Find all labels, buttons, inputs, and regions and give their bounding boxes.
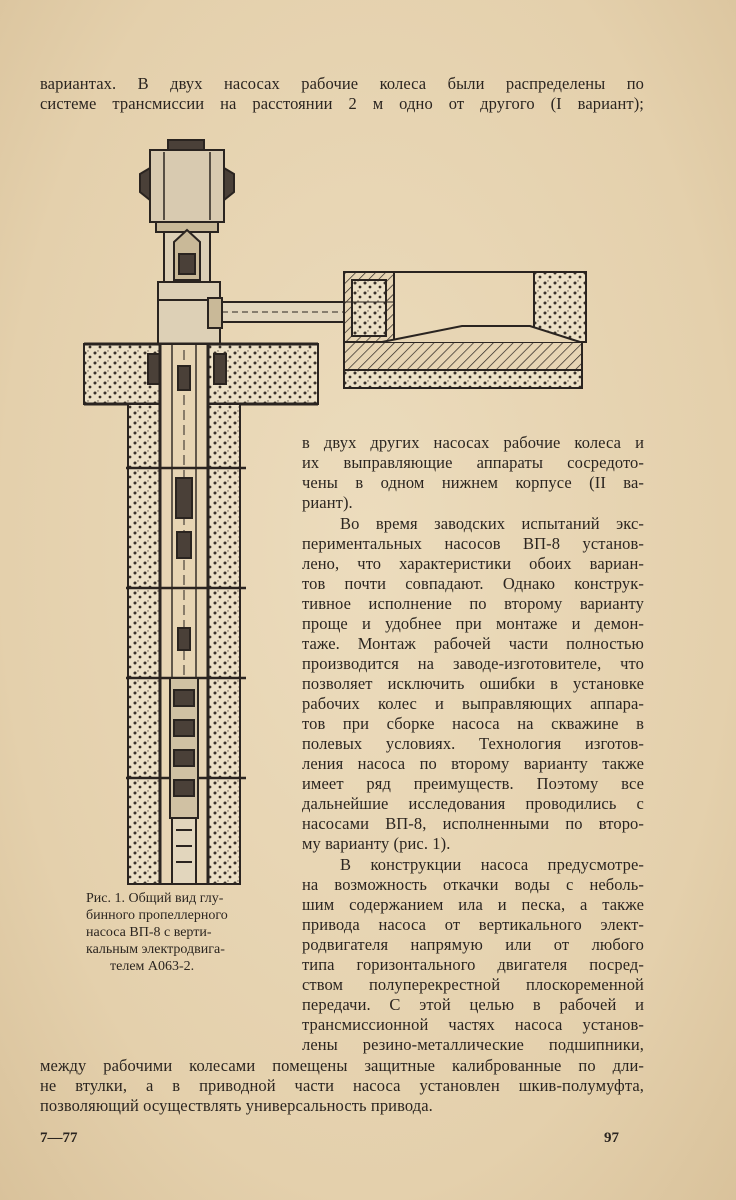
text-line: передачи. С этой целью в рабочей и: [302, 995, 644, 1014]
caption-line: Рис. 1. Общий вид глу-: [86, 891, 224, 906]
text-line: родвигателя напрямую или от любого: [302, 935, 644, 954]
text-line: проще и удобнее при монтаже и демон-: [302, 614, 644, 633]
caption-line: бинного пропеллерного: [86, 908, 228, 923]
text-line: в двух других насосах рабочие колеса и: [302, 433, 644, 452]
text-line: привода насоса от вертикального элект-: [302, 915, 644, 934]
text-line: Во время заводских испытаний экс-: [340, 514, 644, 533]
text-line: шим содержанием ила и песка, а также: [302, 895, 644, 914]
pump-head: [158, 230, 346, 344]
text-line: ления насоса по второму варианту также: [302, 754, 644, 773]
text-line: позволяющий осуществлять универсальность привода.: [40, 1096, 433, 1115]
pump-body: [170, 678, 198, 884]
text-line: таже. Монтаж рабочей части полностью: [302, 634, 644, 653]
text-line: позволяет исключить ошибки в установке: [302, 674, 644, 693]
text-line: не втулки, а в приводной части насоса установлен шкив-полумуфта,: [40, 1076, 644, 1095]
text-line: типа горизонтального двигателя посред-: [302, 955, 644, 974]
text-line: насосами ВП-8, исполненными по второ-: [302, 814, 644, 833]
text-line: рабочих колес и выправляющих аппара-: [302, 694, 644, 713]
text-line: дальнейшие исследования проводились с: [302, 794, 644, 813]
text-line: периментальных насосов ВП-8 установ-: [302, 534, 644, 553]
text-line: ством полуперекрестной плоскоременной: [302, 975, 644, 994]
text-line: производится на заводе-изготовителе, что: [302, 654, 644, 673]
caption-line: телем А063-2.: [110, 959, 195, 974]
text-line: имеет ряд преимуществ. Поэтому все: [302, 774, 644, 793]
page-number: 97: [604, 1130, 619, 1146]
text-line: риант).: [302, 493, 353, 512]
text-line: лено, что характеристики обоих вариан-: [302, 554, 644, 573]
caption-line: кальным электродвига-: [86, 942, 225, 957]
text-line: между рабочими колесами помещены защитные калиброванные по дли-: [40, 1056, 644, 1075]
text-line: тов почти совпадают. Однако конструк-: [302, 574, 644, 593]
text-line: чены в одном нижнем корпусе (II ва-: [302, 473, 644, 492]
text-line: тивное исполнение по второму варианту: [302, 594, 644, 613]
text-line: В конструкции насоса предусмотре-: [340, 855, 644, 874]
electric-motor: [140, 140, 234, 232]
text-line: вариантах. В двух насосах рабочие колеса были распределены по: [40, 74, 644, 93]
text-line: системе трансмиссии на расстоянии 2 м одно от другого (I вариант);: [40, 94, 644, 113]
text-line: му варианту (рис. 1).: [302, 834, 451, 853]
signature-mark: 7—77: [40, 1130, 78, 1146]
figure-caption: [86, 890, 270, 975]
outlet-chamber: [344, 272, 586, 388]
text-line: тов при сборке насоса на скважине в: [302, 714, 644, 733]
text-line: полевых условиях. Технология изготов-: [302, 734, 644, 753]
caption-line: насоса ВП-8 с верти-: [86, 925, 212, 940]
text-line: трансмиссионной частях насоса установ-: [302, 1015, 644, 1034]
text-line: их выправляющие аппараты сосредото-: [302, 453, 644, 472]
text-line: лены резино-металлические подшипники,: [302, 1035, 644, 1054]
text-line: на возможность откачки воды с неболь-: [302, 875, 644, 894]
